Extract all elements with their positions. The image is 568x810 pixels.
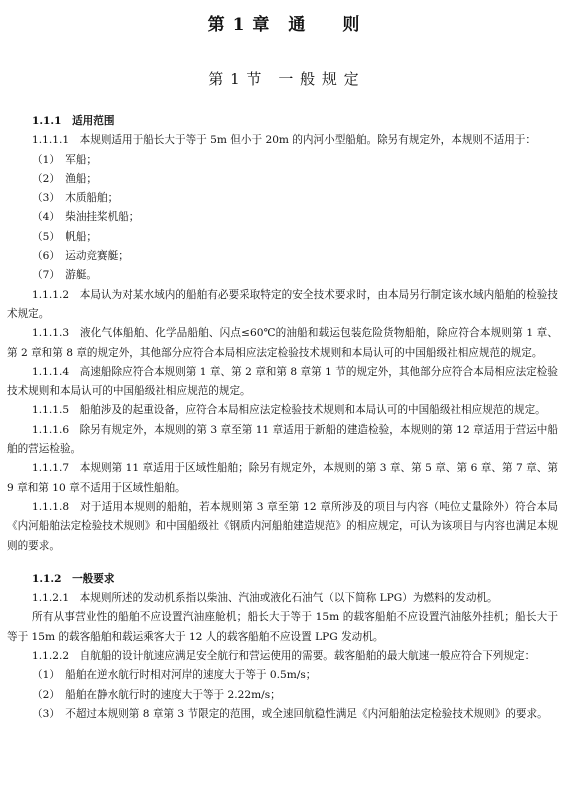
section-gap bbox=[7, 556, 558, 570]
clause-1-1-1-1: 1.1.1.1 本规则适用于船长大于等于 5m 但小于 20m 的内河小型船舶。除另有规定外，本规则不适用于： bbox=[32, 134, 536, 147]
list-item: （4） 柴油挂桨机船； bbox=[32, 211, 140, 224]
list-item: （1） 船舶在逆水航行时相对河岸的速度大于等于 0.5m/s； bbox=[32, 669, 317, 682]
chapter-title: 第 1 章 通 则 bbox=[207, 15, 361, 35]
section-title: 第 1 节 一 般 规 定 bbox=[208, 70, 360, 88]
clause-1-1-2-1-cont: 所有从事营业性的船舶不应设置汽油座舱机；船长大于等于 15m 的载客船舶不应设置汽油舷外挂机；船长大于等于 15m 的载客船舶和载运乘客大于 12 人的载客船舶不应设置 LPG 发动机。 bbox=[7, 611, 558, 643]
clause-1-1-1-6: 1.1.1.6 除另有规定外，本规则的第 3 章至第 11 章适用于新船的建造检验，本规则的第 12 章适用于营运中船舶的营运检验。 bbox=[7, 423, 558, 456]
list-item: （2） 船舶在静水航行时的速度大于等于 2.22m/s； bbox=[32, 688, 281, 701]
list-item: （3） 不超过本规则第 8 章第 3 节限定的范围，或全速回航稳性满足《内河船舶法定检验技术规则》的要求。 bbox=[32, 707, 548, 720]
list-item: （6） 运动竞赛艇； bbox=[32, 250, 129, 263]
document-body bbox=[7, 112, 558, 724]
clause-1-1-2-2: 1.1.2.2 自航船的设计航速应满足安全航行和营运使用的需要。载客船舶的最大航速一般应符合下列规定： bbox=[32, 650, 536, 663]
clause-1-1-1-2: 1.1.1.2 本局认为对某水域内的船舶有必要采取特定的安全技术要求时，由本局另行制定该水域内船舶的检验技术规定。 bbox=[7, 288, 558, 320]
clause-1-1-1-5: 1.1.1.5 船舶涉及的起重设备，应符合本局相应法定检验技术规则和本局认可的中国船级社相应规范的规定。 bbox=[32, 404, 546, 417]
list-item: （2） 渔船； bbox=[32, 172, 98, 185]
heading-1-1-1: 1.1.1 适用范围 bbox=[32, 115, 115, 127]
clause-1-1-2-1: 1.1.2.1 本规则所述的发动机系指以柴油、汽油或液化石油气（以下简称 LPG）为燃料的发动机。 bbox=[32, 592, 498, 605]
list-item: （7） 游艇。 bbox=[32, 269, 98, 282]
clause-1-1-1-8: 1.1.1.8 对于适用本规则的船舶，若本规则第 3 章至第 12 章所涉及的项目与内容（吨位丈量除外）符合本局《内河船舶法定检验技术规则》和中国船级社《钢质内河船舶建造规范》的相应规定，可认为该项目与内容也满足本规则的要求。 bbox=[7, 500, 558, 552]
list-item: （3） 木质船舶； bbox=[32, 192, 119, 205]
list-item: （5） 帆船； bbox=[32, 230, 98, 243]
heading-1-1-2: 1.1.2 一般要求 bbox=[32, 572, 115, 585]
clause-1-1-1-3: 1.1.1.3 液化气体船舶、化学品船舶、闪点≤60℃的油船和载运包装危险货物船舶，除应符合本规则第 1 章、第 2 章和第 8 章的规定外，其他部分应符合本局相应法定检验技术规则和本局认可的中国船级社相应规范的规定。 bbox=[7, 327, 558, 359]
clause-1-1-1-7: 1.1.1.7 本规则第 11 章适用于区域性船舶；除另有规定外，本规则的第 3 章、第 5 章、第 6 章、第 7 章、第 9 章和第 10 章不适用于区域性船舶。 bbox=[7, 462, 558, 494]
clause-1-1-1-4: 1.1.1.4 高速船除应符合本规则第 1 章、第 2 章和第 8 章第 1 节的规定外，其他部分应符合本局相应法定检验技术规则和本局认可的中国船级社相应规范的规定。 bbox=[7, 365, 558, 398]
list-item: （1） 军船； bbox=[32, 153, 98, 166]
